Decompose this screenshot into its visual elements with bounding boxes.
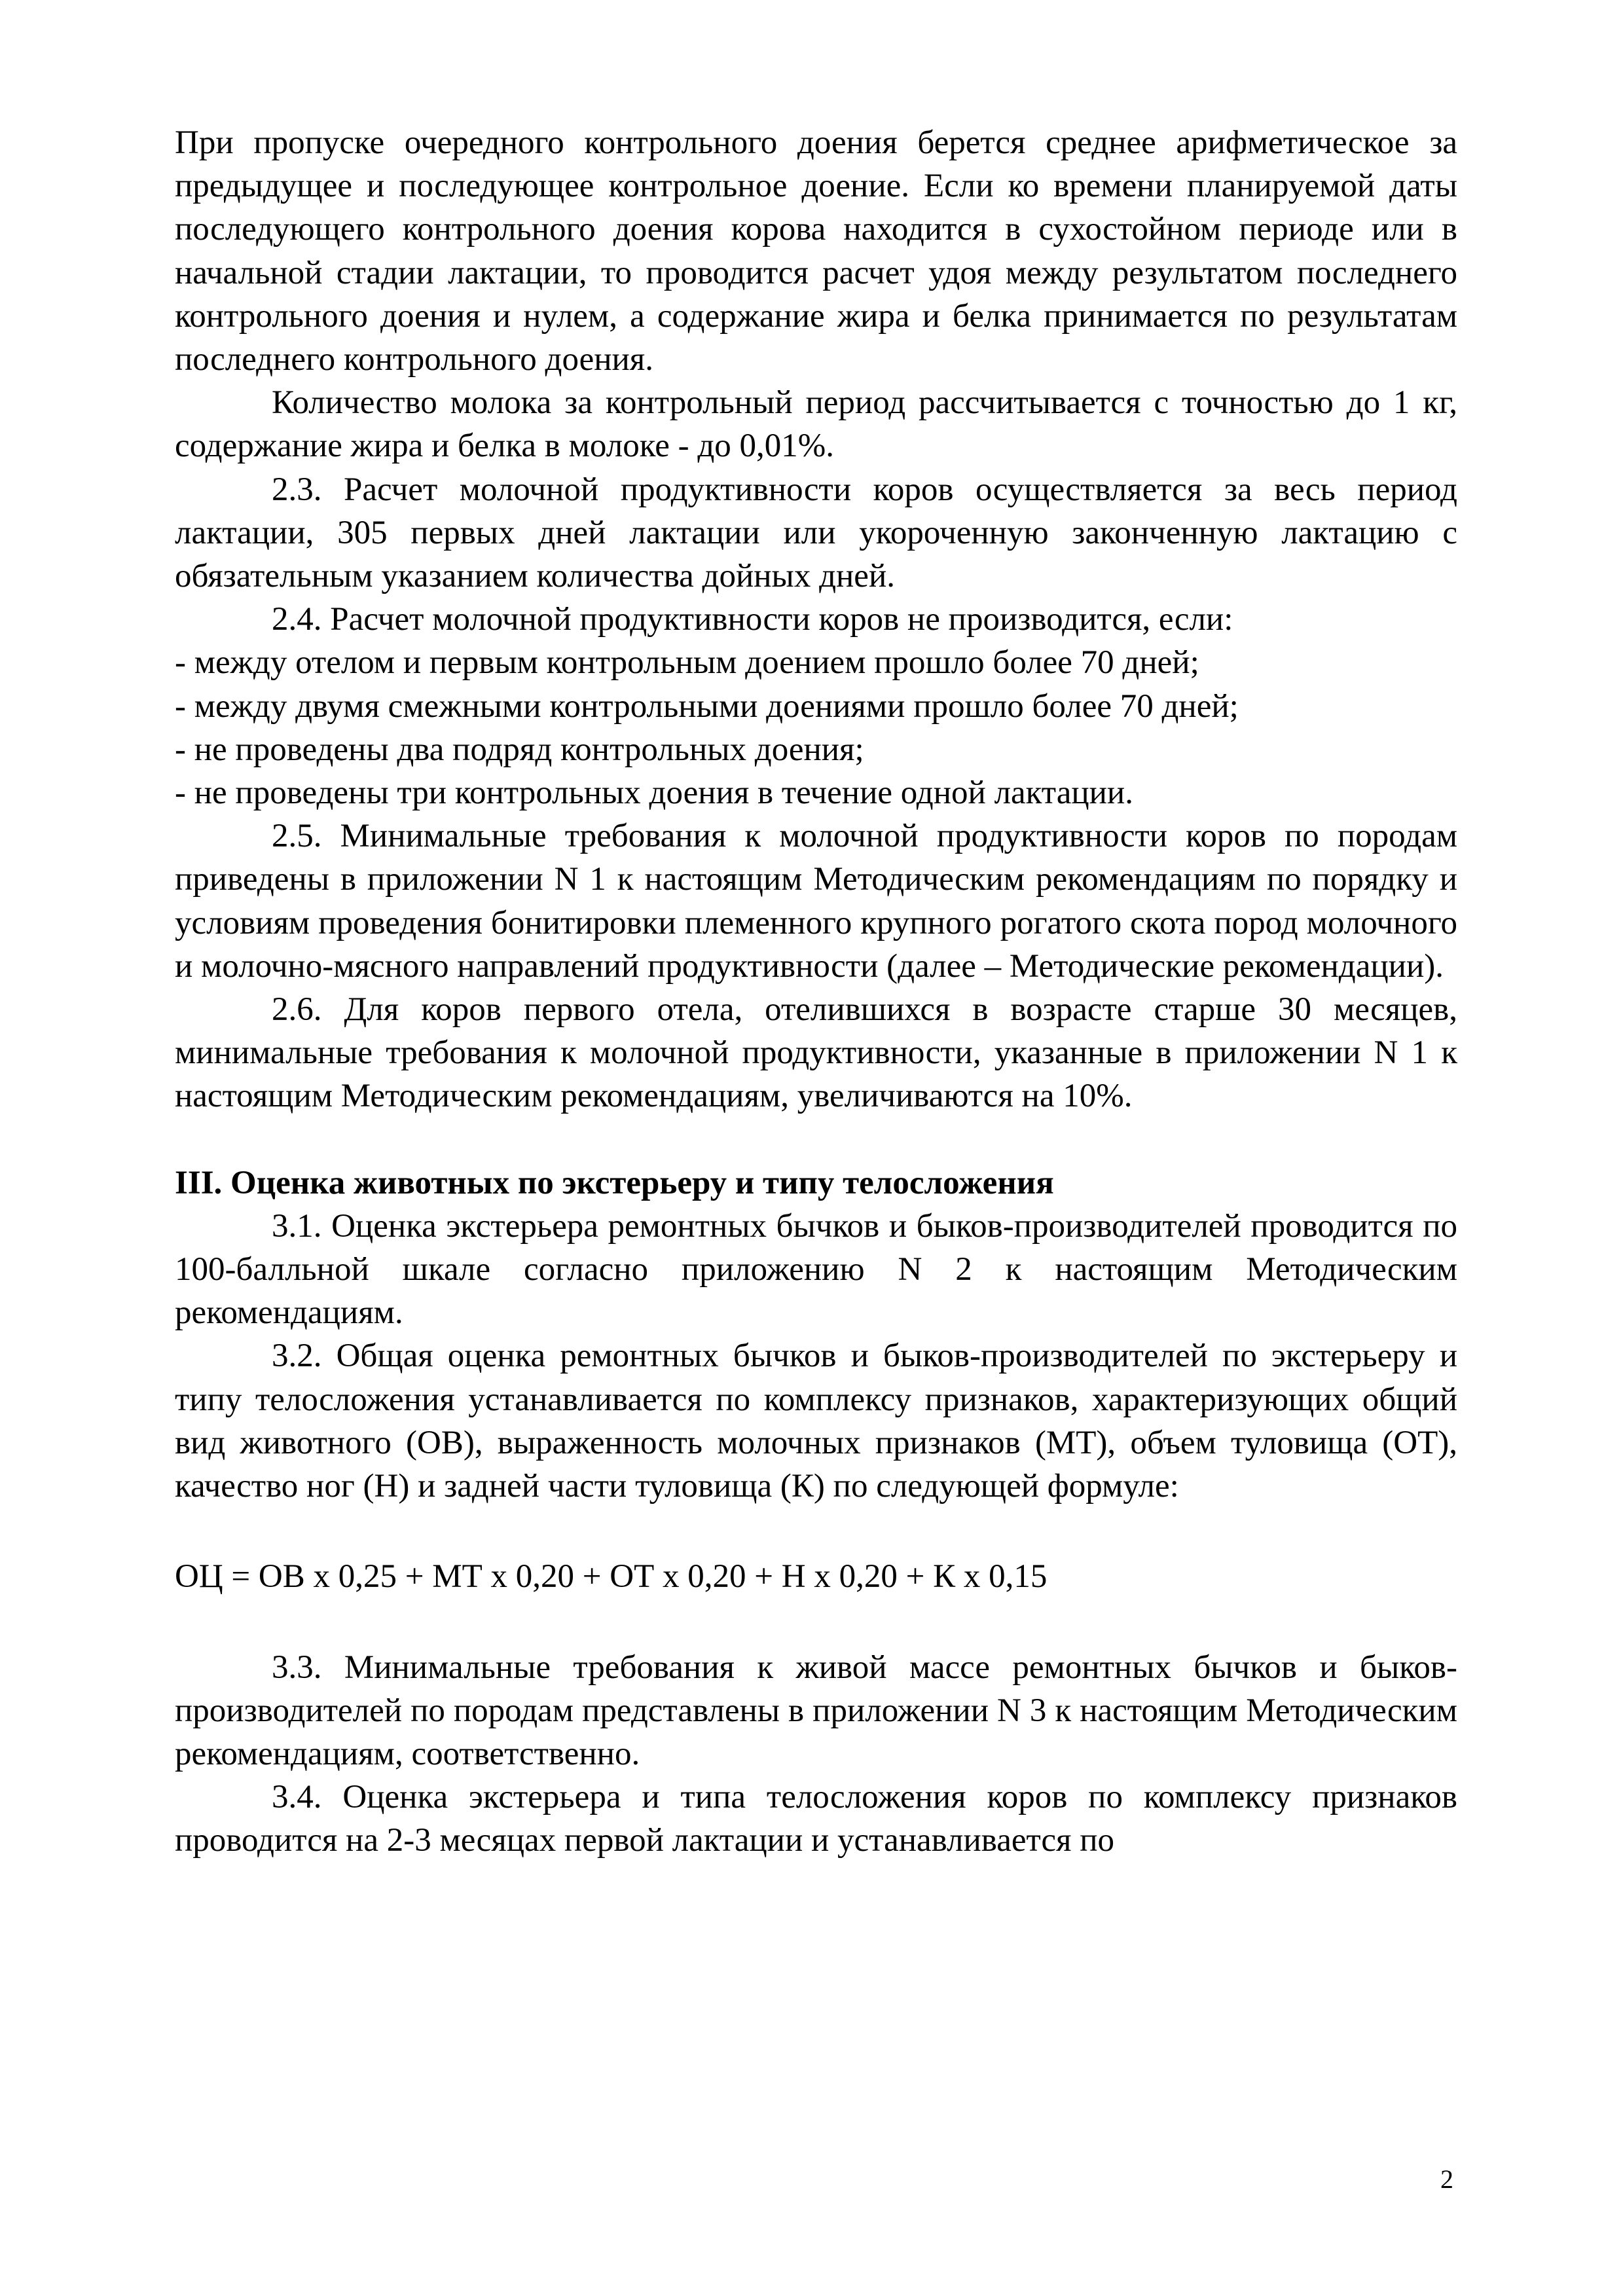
page-number: 2: [1440, 2164, 1453, 2194]
list-item: - не проведены три контрольных доения в течение одной лактации.: [175, 774, 1133, 812]
paragraph-2-6: 2.6. Для коров первого отела, отелившихся в возрасте старше 30 месяцев, минимальные требования к молочной продуктивности, указанные в приложении N 1 к настоящим Методическим рекомендациям, увеличиваются на 10%.: [175, 991, 1457, 1115]
paragraph-milk-quantity: Количество молока за контрольный период рассчитывается с точностью до 1 кг, содержание жира и белка в молоке - до 0,01%.: [175, 384, 1457, 465]
list-item: - не проведены два подряд контрольных доения;: [175, 731, 864, 768]
paragraph-3-1: 3.1. Оценка экстерьера ремонтных бычков и быков-производителей проводится по 100-балльной шкале согласно приложению N 2 к настоящим Методическим рекомендациям.: [175, 1207, 1457, 1332]
paragraph-2-3: 2.3. Расчет молочной продуктивности коров осуществляется за весь период лактации, 305 первых дней лактации или укороченную законченную лактацию с обязательным указанием количества дойных дней.: [175, 471, 1457, 595]
section-heading: III. Оценка животных по экстерьеру и типу телосложения: [175, 1164, 1054, 1201]
paragraph-3-2: 3.2. Общая оценка ремонтных бычков и быков-производителей по экстерьеру и типу телосложения устанавливается по комплексу признаков, характеризующих общий вид животного (ОВ), выраженность молочных признаков (МТ), объем туловища (ОТ), качество ног (Н) и задней части туловища (К) по следующей формуле:: [175, 1338, 1457, 1505]
list-item: - между двумя смежными контрольными доениями прошло более 70 дней;: [175, 687, 1239, 725]
assessment-formula: ОЦ = ОВ х 0,25 + МТ х 0,20 + ОТ х 0,20 + Н х 0,20 + К х 0,15: [175, 1558, 1048, 1595]
paragraph-3-4: 3.4. Оценка экстерьера и типа телосложения коров по комплексу признаков проводится на 2-3 месяцах первой лактации и устанавливается по: [175, 1779, 1457, 1859]
paragraph-missed-milking: При пропуске очередного контрольного доения берется среднее арифметическое за предыдущее и последующее контрольное доение. Если ко времени планируемой даты последующего контрольного доения корова находится в сухостойном периоде или в начальной стадии лактации, то проводится расчет удоя между результатом последнего контрольного доения и нулем, а содержание жира и белка принимается по результатам последнего контрольного доения.: [175, 124, 1457, 378]
list-item: - между отелом и первым контрольным доением прошло более 70 дней;: [175, 644, 1199, 682]
paragraph-3-3: 3.3. Минимальные требования к живой массе ремонтных бычков и быков-производителей по породам представлены в приложении N 3 к настоящим Методическим рекомендациям, соответственно.: [175, 1649, 1457, 1772]
document-page: [175, 121, 1457, 1863]
paragraph-2-5: 2.5. Минимальные требования к молочной продуктивности коров по породам приведены в приложении N 1 к настоящим Методическим рекомендациям по порядку и условиям проведения бонитировки племенного крупного рогатого скота пород молочного и молочно-мясного направлений продуктивности (далее – Методические рекомендации).: [175, 818, 1457, 985]
paragraph-2-4: 2.4. Расчет молочной продуктивности коров не производится, если:: [272, 601, 1233, 638]
